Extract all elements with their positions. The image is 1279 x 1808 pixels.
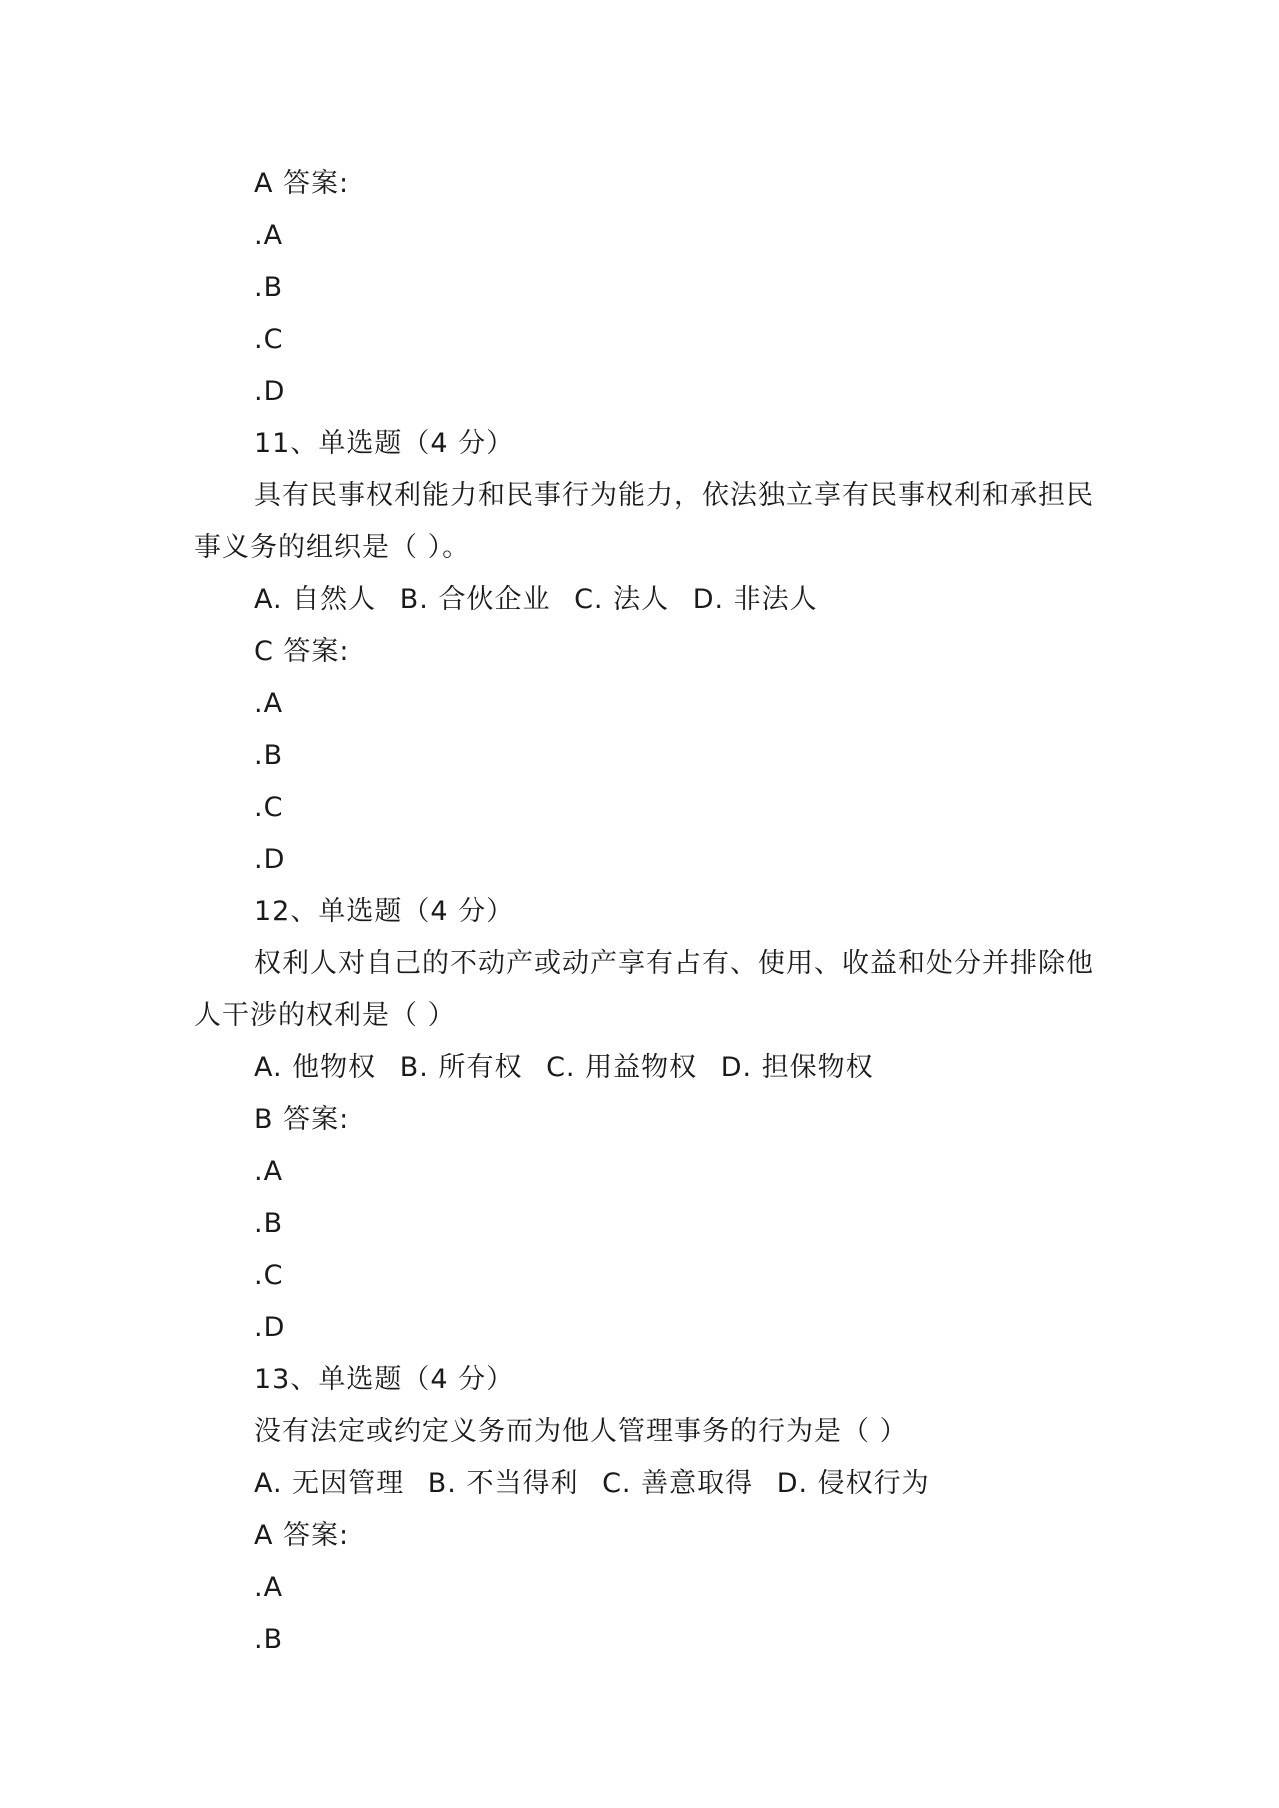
answer-line: A 答案: (254, 168, 350, 199)
option-item: .D (254, 376, 286, 407)
choice-d: D. 非法人 (692, 584, 818, 615)
option-item: .A (254, 220, 284, 251)
choice-b: B. 合伙企业 (399, 584, 551, 615)
choice-a: A. 自然人 (254, 584, 377, 615)
option-item: .A (254, 1572, 284, 1603)
answer-line: A 答案: (254, 1520, 350, 1551)
option-item: .C (254, 1260, 284, 1291)
document-content (194, 158, 1094, 1666)
option-item: .B (254, 1624, 284, 1655)
question-stem: 权利人对自己的不动产或动产享有占有、使用、收益和处分并排除他人干涉的权利是（ ） (194, 948, 1094, 1031)
choice-c: C. 善意取得 (602, 1468, 754, 1499)
choice-b: B. 所有权 (399, 1052, 523, 1083)
option-item: .A (254, 1156, 284, 1187)
question-stem: 没有法定或约定义务而为他人管理事务的行为是（ ） (254, 1416, 908, 1447)
option-item: .B (254, 1208, 284, 1239)
question-choices (194, 574, 1094, 626)
choice-b: B. 不当得利 (427, 1468, 579, 1499)
question-header: 13、单选题（4 分） (254, 1364, 515, 1395)
option-item: .D (254, 844, 286, 875)
question-choices (194, 1042, 1094, 1094)
choice-a: A. 他物权 (254, 1052, 377, 1083)
choice-c: C. 法人 (574, 584, 670, 615)
option-item: .C (254, 792, 284, 823)
choice-c: C. 用益物权 (546, 1052, 698, 1083)
question-stem: 具有民事权利能力和民事行为能力，依法独立享有民事权利和承担民事义务的组织是（ ）。 (194, 480, 1094, 563)
question-header: 11、单选题（4 分） (254, 428, 515, 459)
answer-line: C 答案: (254, 636, 350, 667)
option-item: .B (254, 740, 284, 771)
choice-d: D. 侵权行为 (776, 1468, 930, 1499)
answer-line: B 答案: (254, 1104, 350, 1135)
question-header: 12、单选题（4 分） (254, 896, 515, 927)
option-item: .C (254, 324, 284, 355)
option-item: .D (254, 1312, 286, 1343)
choice-d: D. 担保物权 (720, 1052, 874, 1083)
option-item: .A (254, 688, 284, 719)
option-item: .B (254, 272, 284, 303)
choice-a: A. 无因管理 (254, 1468, 405, 1499)
question-choices (194, 1458, 1094, 1510)
